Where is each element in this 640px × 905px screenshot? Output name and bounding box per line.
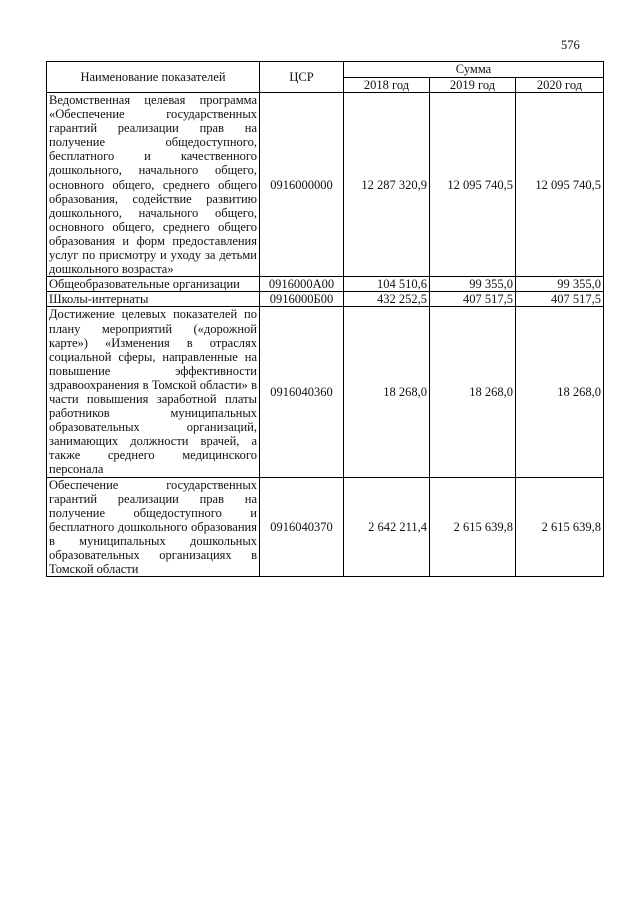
row-name: Общеобразовательные организации: [47, 277, 260, 292]
row-name: Обеспечение государственных гарантий реализации прав на получение общедоступного и бесплатного дошкольного образования в муниципальных дошкольных образовательных организациях в Томской области: [47, 477, 260, 577]
table-row: [47, 277, 604, 292]
table-row: [47, 93, 604, 277]
header-sum: Сумма: [344, 62, 604, 78]
row-csr: 0916000А00: [260, 277, 344, 292]
row-value-2018: 104 510,6: [344, 277, 430, 292]
row-name: Достижение целевых показателей по плану мероприятий («дорожной карте») «Изменения в отраслях социальной сферы, направленные на повышение эффективности здравоохранения в Томской области» в части повышения заработной платы работников муниципальных образовательных организаций, занимающих должности врачей, а также среднего медицинского персонала: [47, 307, 260, 477]
header-year-2019: 2019 год: [430, 77, 516, 93]
table-header: [47, 62, 604, 93]
row-value-2020: 407 517,5: [516, 292, 604, 307]
row-csr: 0916040360: [260, 307, 344, 477]
row-value-2018: 12 287 320,9: [344, 93, 430, 277]
row-name: Ведомственная целевая программа «Обеспечение государственных гарантий реализации прав на получение общедоступного, бесплатного и качественного дошкольного, начального общего, основного общего, среднего общего образования, содействие развитию дошкольного, начального общего, основного общего, среднего общего образования и форм предоставления услуг по присмотру и уходу за детьми дошкольного возраста»: [47, 93, 260, 277]
row-value-2019: 12 095 740,5: [430, 93, 516, 277]
header-year-2018: 2018 год: [344, 77, 430, 93]
row-name: Школы-интернаты: [47, 292, 260, 307]
row-value-2020: 99 355,0: [516, 277, 604, 292]
row-value-2019: 2 615 639,8: [430, 477, 516, 577]
row-csr: 0916000000: [260, 93, 344, 277]
row-value-2019: 18 268,0: [430, 307, 516, 477]
page-number: 576: [561, 38, 580, 52]
row-value-2018: 18 268,0: [344, 307, 430, 477]
row-value-2020: 12 095 740,5: [516, 93, 604, 277]
header-year-2020: 2020 год: [516, 77, 604, 93]
row-value-2019: 407 517,5: [430, 292, 516, 307]
header-csr: ЦСР: [260, 62, 344, 93]
row-value-2019: 99 355,0: [430, 277, 516, 292]
table-row: [47, 292, 604, 307]
row-csr: 0916040370: [260, 477, 344, 577]
budget-table: [46, 61, 604, 577]
row-value-2020: 2 615 639,8: [516, 477, 604, 577]
row-value-2018: 432 252,5: [344, 292, 430, 307]
table-row: [47, 307, 604, 477]
row-value-2018: 2 642 211,4: [344, 477, 430, 577]
table-row: [47, 477, 604, 577]
row-csr: 0916000Б00: [260, 292, 344, 307]
row-value-2020: 18 268,0: [516, 307, 604, 477]
header-name: Наименование показателей: [47, 62, 260, 93]
